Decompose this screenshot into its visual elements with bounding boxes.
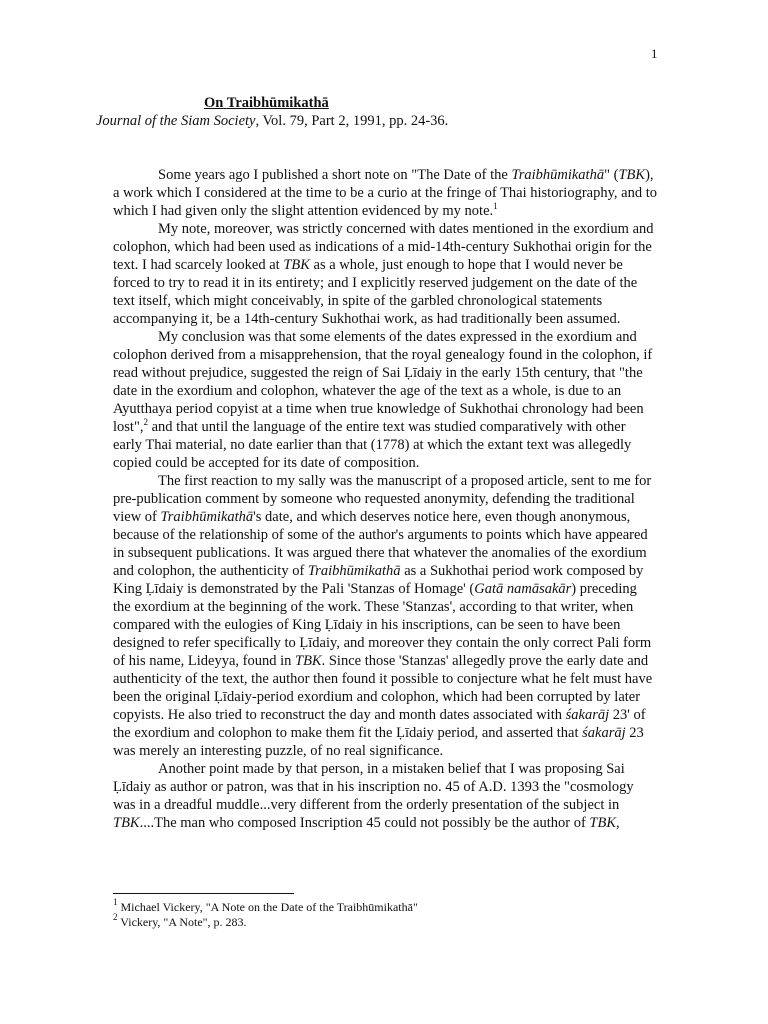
text-run: Another point made by that person, in a mistaken belief that I was proposing Sai Ḷīdaiy as author or patron, was that in his inscription no. 45 of A.D. 1393 the "cosmology was in a dreadful muddle...very different from the orderly presentation of the subject in bbox=[113, 761, 634, 813]
text-run: " ( bbox=[604, 167, 619, 183]
italic-run: śakarāj bbox=[582, 725, 626, 741]
footnote-divider bbox=[113, 893, 294, 894]
footnote-text: Vickery, "A Note", p. 283. bbox=[117, 915, 247, 929]
footnote-ref-1[interactable]: 1 bbox=[493, 201, 498, 211]
page-number: 1 bbox=[651, 46, 658, 61]
italic-run: TBK bbox=[589, 815, 617, 831]
title-word: Traibhūmikathā bbox=[226, 95, 329, 111]
italic-run: TBK bbox=[283, 257, 310, 273]
italic-run: Traibhūmikathā bbox=[160, 509, 254, 525]
italic-run: Traibhūmikathā bbox=[511, 167, 605, 183]
text-run: as a whole, just enough to hope that I would never be forced to try to read it in its entirety; and I explicitly reserved judgement on the date of the text itself, which might conceivably, in spite of the garbled chronological statements accompanying it, be a 14th-century Sukhothai work, as had traditionally been assumed. bbox=[113, 257, 638, 327]
text-run: as a Sukhothai period work composed by King Ḷīdaiy is demonstrated by the Pali 'Stanzas of Homage' ( bbox=[113, 563, 644, 597]
body-text bbox=[113, 166, 658, 832]
text-run: ....The man who composed Inscription 45 could not possibly be the author of bbox=[139, 815, 590, 831]
italic-run: Gatā namāsakār bbox=[474, 581, 572, 597]
journal-name: Journal of the Siam Society bbox=[96, 113, 256, 129]
footnote-1 bbox=[113, 897, 673, 915]
text-run: 23' of the exordium and colophon to make them fit the Ḷīdaiy period, and asserted that bbox=[113, 707, 646, 741]
paragraph-3 bbox=[113, 328, 658, 472]
footnote-marker: 1 bbox=[113, 897, 118, 907]
text-run: . Since those 'Stanzas' allegedly prove the early date and authenticity of the text, the author then found it possible to conjecture what he felt must have been the original Ḷīdaiy-period exordium and colophon, which had been corrupted by later copyists. He also tried to reconstruct the day and month dates associated with bbox=[113, 653, 653, 723]
text-run: Some years ago I published a short note on "The Date of the bbox=[158, 167, 512, 183]
footnote-2 bbox=[113, 912, 673, 930]
article-title bbox=[204, 94, 768, 112]
article-header bbox=[0, 94, 768, 130]
paragraph-5 bbox=[113, 760, 658, 832]
text-run: and that until the language of the entire text was studied comparatively with other early Thai material, no date earlier than that (1778) at which the extant text was allegedly copied could be accepted for its date of composition. bbox=[113, 419, 632, 471]
italic-run: TBK bbox=[618, 167, 646, 183]
italic-run: śakarāj bbox=[565, 707, 610, 723]
text-run: The first reaction to my sally was the manuscript of a proposed article, sent to me for pre-publication comment by someone who requested anonymity, defending the traditional view of bbox=[113, 473, 652, 525]
text-run: , bbox=[616, 815, 620, 831]
article-citation bbox=[96, 112, 768, 130]
footnote-ref-2[interactable]: 2 bbox=[143, 417, 148, 427]
text-run: 23 was merely an interesting puzzle, of no real significance. bbox=[113, 725, 644, 759]
citation-details: , Vol. 79, Part 2, 1991, pp. 24-36. bbox=[255, 113, 449, 129]
text-run: ), a work which I considered at the time to be a curio at the fringe of Thai historiography, and to which I had given only the slight attention evidenced by my note. bbox=[113, 167, 657, 219]
italic-run: TBK bbox=[295, 653, 322, 669]
italic-run: Traibhūmikathā bbox=[307, 563, 401, 579]
text-run: My conclusion was that some elements of the dates expressed in the exordium and colophon derived from a misapprehension, that the royal genealogy found in the colophon, if read without prejudice, suggested the reign of Sai Ḷīdaiy in the early 15th century, that "the date in the exordium and colophon, whatever the age of the text as a whole, is due to an Ayutthaya period copyist at a time when true knowledge of Sukhothai chronology had been lost", bbox=[113, 329, 653, 435]
text-run: My note, moreover, was strictly concerned with dates mentioned in the exordium and colophon, which had been used as indications of a mid-14th-century Sukhothai origin for the text. I had scarcely looked at bbox=[113, 221, 654, 273]
paragraph-2 bbox=[113, 220, 658, 328]
italic-run: TBK bbox=[113, 815, 140, 831]
title-on: On bbox=[204, 95, 224, 111]
paragraph-1 bbox=[113, 166, 658, 220]
text-run: ) preceding the exordium at the beginning of the work. These 'Stanzas', according to that writer, when compared with the eulogies of King Ḷīdaiy in his inscriptions, can be seen to have been designed to refer specifically to Ḷīdaiy, and moreover they contain the only correct Pali form of his name, Lideyya, found in bbox=[113, 581, 652, 669]
footnote-text: Michael Vickery, "A Note on the Date of the Traibhūmikathā" bbox=[117, 900, 418, 914]
paragraph-4 bbox=[113, 472, 658, 760]
footnotes bbox=[113, 897, 673, 930]
text-run: 's date, and which deserves notice here, even though anonymous, because of the relationship of some of the author's arguments to points which have appeared in subsequent publications. It was argued there that whatever the anomalies of the exordium and colophon, the authenticity of bbox=[113, 509, 648, 579]
footnote-marker: 2 bbox=[113, 912, 118, 922]
